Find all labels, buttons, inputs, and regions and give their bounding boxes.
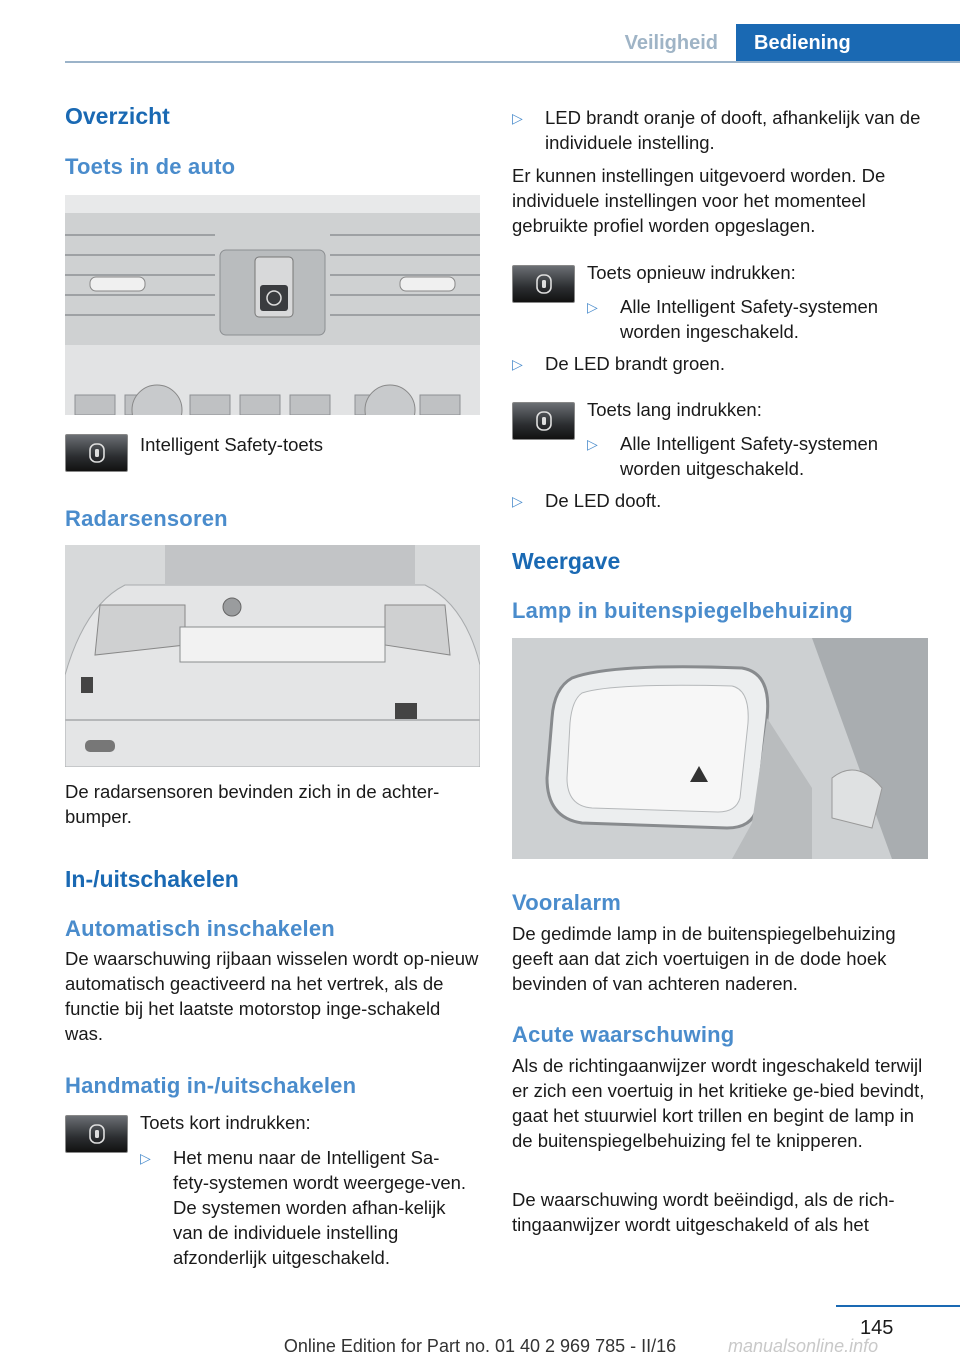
safety-button-icon-4: [512, 402, 575, 440]
kort-bullet: ▷ Het menu naar de Intelligent Sa‐fety-systemen wordt weergege‐ven. De systemen worden afhan‐kelijk van de individuele instelling afzonderlijk uitgeschakeld.: [140, 1147, 467, 1268]
led-groen-bullet: ▷ De LED brandt groen.: [512, 351, 932, 377]
heading-in-uitschakelen: In-/uitschakelen: [65, 866, 239, 892]
safety-button-icon-2: [65, 1115, 128, 1153]
subheading-lamp: Lamp in buitenspiegelbehuizing: [512, 598, 853, 623]
triangle-bullet-icon: ▷: [512, 493, 523, 509]
mirror-lamp-photo: [512, 638, 928, 859]
subheading-vooralarm: Vooralarm: [512, 890, 621, 915]
heading-weergave: Weergave: [512, 548, 621, 574]
watermark: manualsonline.info: [728, 1336, 879, 1356]
footer-edition: Online Edition for Part no. 01 40 2 969 785 - II/16: [283, 1336, 677, 1356]
lang-bullet: ▷ Alle Intelligent Safety-systemen worden uitgeschakeld.: [587, 433, 879, 479]
opnieuw-label: Toets opnieuw indrukken:: [587, 262, 796, 283]
vooralarm-text: De gedimde lamp in de buitenspiegelbehuizing geeft aan dat zich voertuigen in de dode hoek bevinden of van achteren naderen.: [512, 923, 896, 994]
subheading-handmatig: Handmatig in-/uitschakelen: [65, 1073, 357, 1098]
radar-text: De radarsensoren bevinden zich in de achter‐bumper.: [65, 781, 440, 827]
safety-button-icon-1: [65, 434, 128, 472]
triangle-bullet-icon: ▷: [140, 1150, 151, 1166]
car-rear-radar-photo: [65, 545, 480, 767]
led-bullet: ▷ LED brandt oranje of dooft, afhankelijk van de individuele instelling.: [512, 107, 921, 153]
tab-bediening[interactable]: Bediening: [736, 24, 960, 62]
page-number: 145: [860, 1317, 894, 1339]
triangle-bullet-icon: ▷: [512, 356, 523, 372]
section-title-overzicht: Overzicht: [65, 103, 170, 129]
footer-rule: [836, 1305, 960, 1307]
acute-text: Als de richtingaanwijzer wordt ingeschakeld terwijl er zich een voertuig in het kritieke ge‐bied bevindt, gaat het stuurwiel kort trillen en begint de lamp in de buitenspiegelbehuizing fel te knipperen.: [512, 1055, 925, 1151]
button-caption: Intelligent Safety-toets: [140, 434, 324, 455]
settings-text: Er kunnen instellingen uitgevoerd worden. De individuele instellingen voor het momenteel gebruikte profiel worden opgeslagen.: [512, 165, 886, 236]
auto-in-text: De waarschuwing rijbaan wisselen wordt op‐nieuw automatisch geactiveerd na het vertrek, als de functie bij het laatste motorstop inge‐schakeld was.: [65, 948, 479, 1044]
opnieuw-bullet: ▷ Alle Intelligent Safety-systemen worden ingeschakeld.: [587, 296, 879, 342]
subheading-acute-waarschuwing: Acute waarschuwing: [512, 1022, 735, 1047]
triangle-bullet-icon: ▷: [587, 436, 598, 452]
header-rule: [65, 61, 960, 63]
safety-button-icon-3: [512, 265, 575, 303]
lang-label: Toets lang indrukken:: [587, 399, 762, 420]
dashboard-button-photo: [65, 195, 480, 415]
led-dooft-bullet: ▷ De LED dooft.: [512, 488, 932, 514]
subheading-radarsensoren: Radarsensoren: [65, 506, 228, 531]
tab-veiligheid[interactable]: Veiligheid: [624, 31, 718, 54]
subheading-toets-in-de-auto: Toets in de auto: [65, 154, 236, 179]
triangle-bullet-icon: ▷: [512, 110, 523, 126]
subheading-automatisch-inschakelen: Automatisch inschakelen: [65, 916, 335, 941]
kort-label: Toets kort indrukken:: [140, 1112, 311, 1133]
end-text: De waarschuwing wordt beëindigd, als de rich‐tingaanwijzer wordt uitgeschakeld of als het: [512, 1189, 895, 1235]
triangle-bullet-icon: ▷: [587, 299, 598, 315]
